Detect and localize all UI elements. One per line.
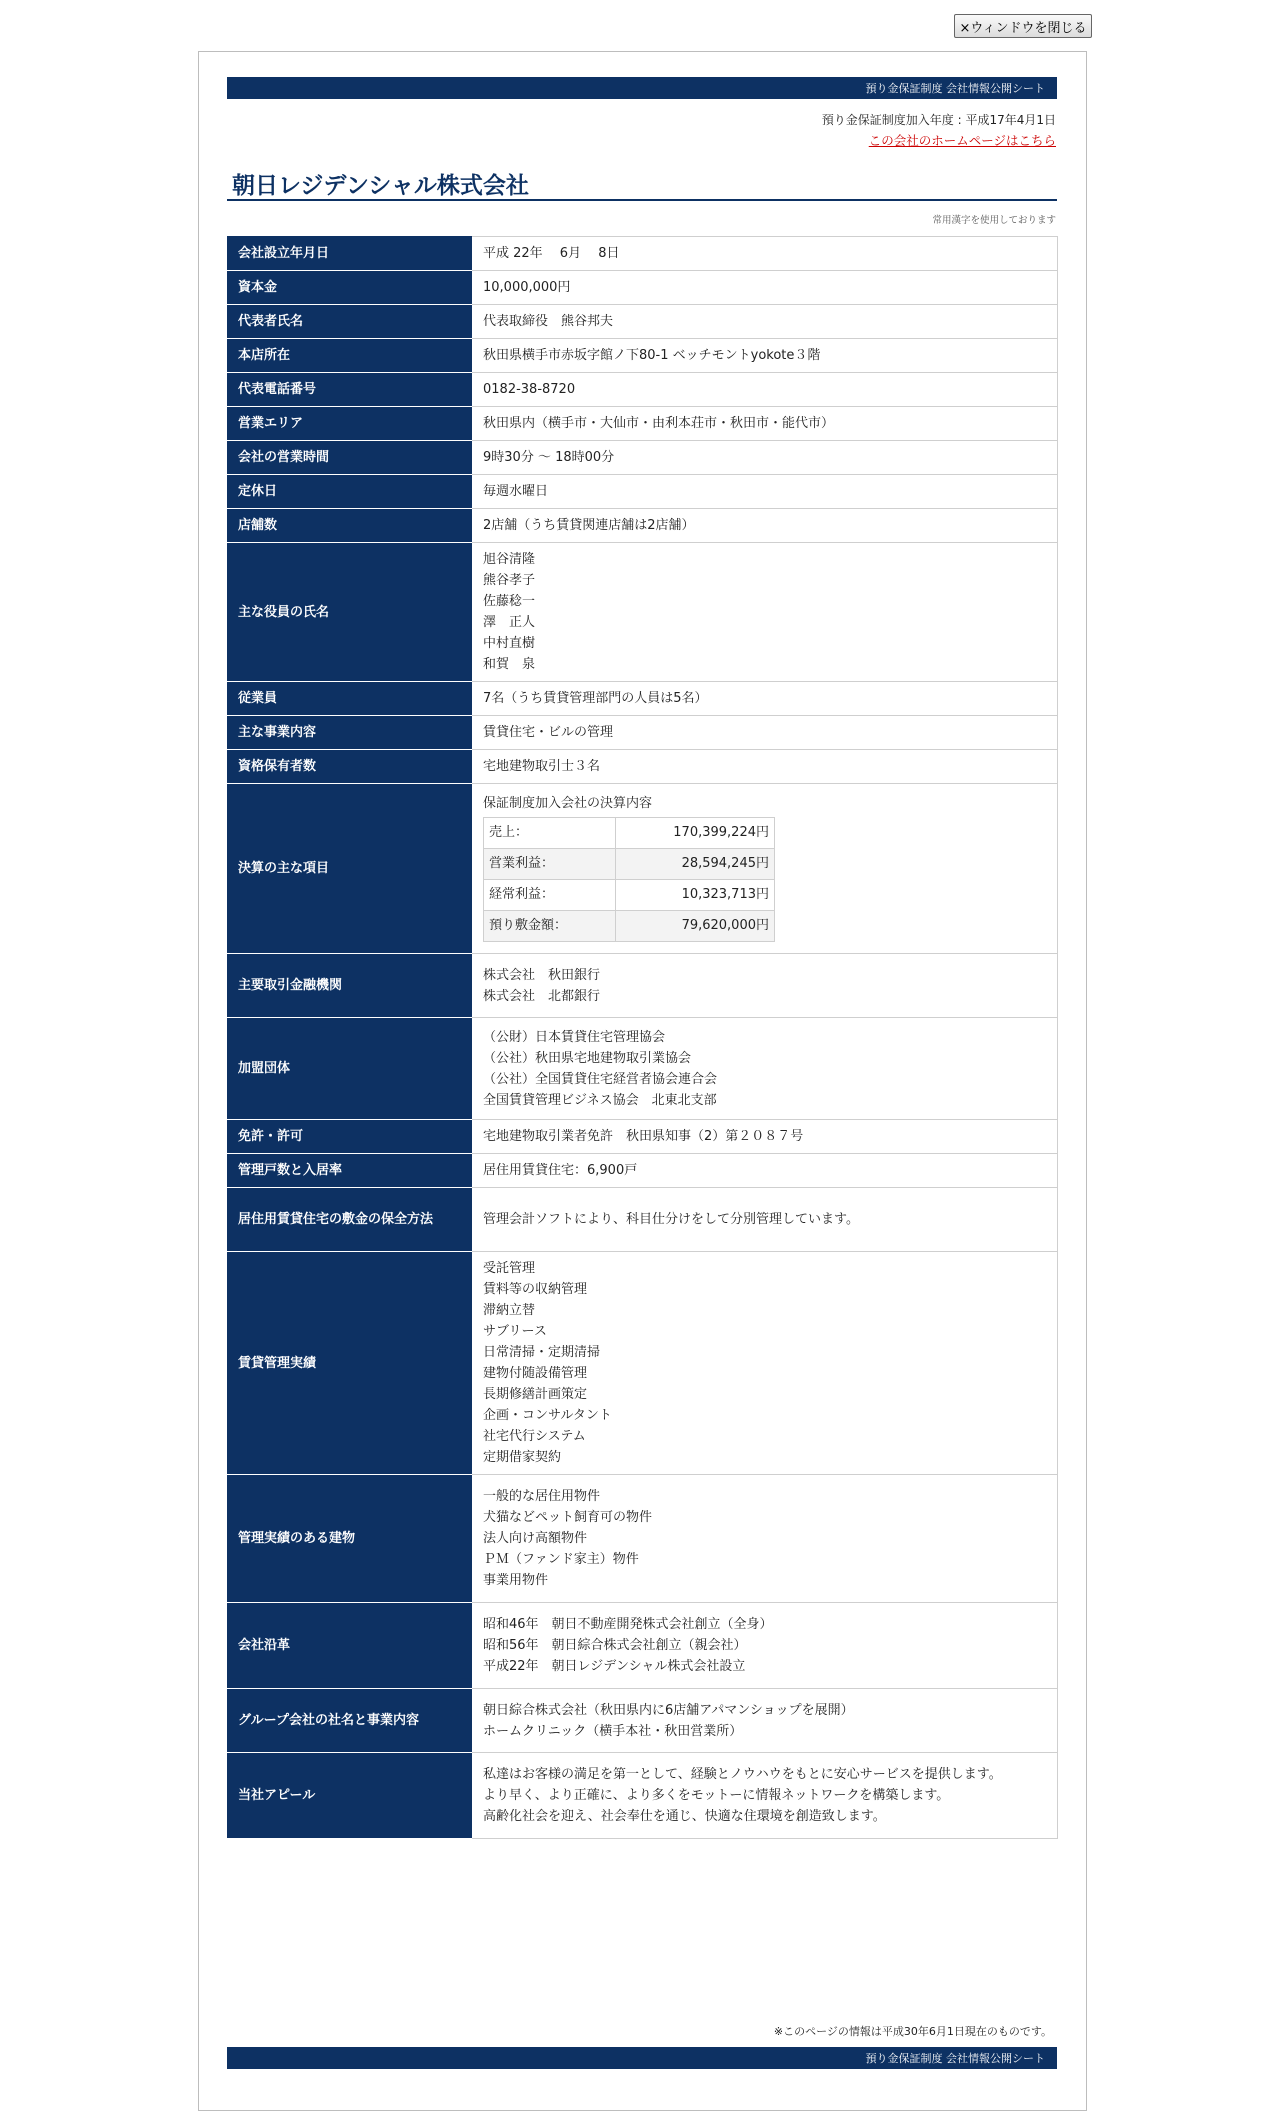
- info-row: [228, 509, 1058, 543]
- row-label: 資本金: [228, 271, 472, 305]
- financial-value: 10,323,713円: [616, 880, 775, 911]
- financial-table: [483, 817, 775, 942]
- info-row: [228, 1188, 1058, 1252]
- value-line: 宅地建物取引業者免許 秋田県知事（2）第２０８７号: [483, 1129, 804, 1144]
- title-rule: [227, 199, 1057, 201]
- info-row: [228, 750, 1058, 784]
- value-line: 株式会社 秋田銀行: [483, 967, 601, 983]
- row-label: 資格保有者数: [228, 750, 472, 784]
- value-line: 毎週水曜日: [483, 484, 549, 499]
- value-line: 7名（うち賃貸管理部門の人員は5名）: [483, 691, 708, 706]
- value-line: 企画・コンサルタント: [483, 1408, 612, 1423]
- row-value-lines: [483, 688, 1046, 709]
- financial-row: [484, 880, 775, 911]
- row-value-lines: [483, 1027, 1046, 1111]
- row-value: [472, 1603, 1058, 1689]
- row-label: 代表電話番号: [228, 373, 472, 407]
- header-bar: [227, 77, 1057, 99]
- financial-value: 79,620,000円: [616, 911, 775, 942]
- row-value: [472, 271, 1058, 305]
- row-value: [472, 339, 1058, 373]
- row-value-lines: [483, 1700, 1046, 1742]
- row-value: [472, 237, 1058, 271]
- value-line: 高齢化社会を迎え、社会奉仕を通じ、快適な住環境を創造致します。: [483, 1809, 886, 1824]
- info-row: [228, 237, 1058, 271]
- row-label: 主な事業内容: [228, 716, 472, 750]
- row-value: [472, 750, 1058, 784]
- row-value: [472, 1120, 1058, 1154]
- info-row: [228, 784, 1058, 954]
- homepage-link[interactable]: この会社のホームページはこちら: [868, 133, 1056, 148]
- kanji-note: 常用漢字を使用しております: [932, 215, 1056, 226]
- value-line: 朝日綜合株式会社（秋田県内に6店舗アパマンショップを展開）: [483, 1702, 854, 1718]
- row-value: [472, 1154, 1058, 1188]
- row-label: 管理実績のある建物: [228, 1475, 472, 1603]
- info-row: [228, 305, 1058, 339]
- row-label: 定休日: [228, 475, 472, 509]
- info-row: [228, 543, 1058, 682]
- row-value-lines: [483, 243, 1046, 264]
- value-line: 10,000,000円: [483, 280, 571, 295]
- info-row: [228, 1603, 1058, 1689]
- value-line: ホームクリニック（横手本社・秋田営業所）: [483, 1723, 743, 1739]
- info-row: [228, 339, 1058, 373]
- row-value: [472, 784, 1058, 954]
- row-label: 会社設立年月日: [228, 237, 472, 271]
- info-row: [228, 1154, 1058, 1188]
- row-value: [472, 954, 1058, 1018]
- close-window-button[interactable]: ×ウィンドウを閉じる: [954, 14, 1092, 38]
- company-info-sheet: [198, 51, 1087, 2111]
- footer-bar-text: 預り金保証制度 会社情報公開シート: [865, 2052, 1045, 2065]
- value-line: 日常清掃・定期清掃: [483, 1345, 601, 1360]
- info-row: [228, 1475, 1058, 1603]
- row-label: 会社沿革: [228, 1603, 472, 1689]
- row-label: 従業員: [228, 682, 472, 716]
- row-value-lines: [483, 277, 1046, 298]
- row-value-lines: [483, 1258, 1046, 1468]
- financial-value: 28,594,245円: [616, 849, 775, 880]
- value-line: 犬猫などペット飼育可の物件: [483, 1510, 653, 1525]
- row-value-lines: [483, 481, 1046, 502]
- join-year: 預り金保証制度加入年度 : 平成17年4月1日: [821, 113, 1056, 127]
- value-line: 滞納立替: [483, 1303, 536, 1318]
- row-label: 会社の営業時間: [228, 441, 472, 475]
- row-value: [472, 1252, 1058, 1475]
- value-line: 居住用賃貸住宅：6,900戸: [483, 1163, 638, 1178]
- row-value: [472, 373, 1058, 407]
- financial-row: [484, 911, 775, 942]
- info-row: [228, 475, 1058, 509]
- row-value-lines: [483, 311, 1046, 332]
- value-line: サブリース: [483, 1324, 547, 1339]
- row-value: [472, 475, 1058, 509]
- row-label: 当社アピール: [228, 1753, 472, 1839]
- info-row: [228, 407, 1058, 441]
- value-line: 法人向け高額物件: [483, 1531, 588, 1546]
- value-line: 平成 22年 6月 8日: [483, 246, 620, 261]
- value-line: （公社）秋田県宅地建物取引業協会: [483, 1050, 692, 1066]
- value-line: 定期借家契約: [483, 1450, 562, 1465]
- info-row: [228, 1120, 1058, 1154]
- company-name: 朝日レジデンシャル株式会社: [232, 173, 529, 199]
- row-value-lines: [483, 965, 1046, 1007]
- financial-caption: 保証制度加入会社の決算内容: [483, 796, 653, 811]
- row-label: 賃貸管理実績: [228, 1252, 472, 1475]
- row-label: 加盟団体: [228, 1018, 472, 1120]
- row-label: 決算の主な項目: [228, 784, 472, 954]
- row-value: [472, 1018, 1058, 1120]
- row-value-lines: [483, 345, 1046, 366]
- value-line: 昭和46年 朝日不動産開発株式会社創立（全身）: [483, 1617, 773, 1632]
- row-value: [472, 509, 1058, 543]
- value-line: 旭谷清隆: [483, 552, 536, 567]
- value-line: 社宅代行システム: [483, 1429, 586, 1444]
- info-row: [228, 1018, 1058, 1120]
- financial-row: [484, 849, 775, 880]
- value-line: （公財）日本賃貸住宅管理協会: [483, 1029, 666, 1045]
- value-line: 9時30分 ～ 18時00分: [483, 450, 615, 465]
- info-row: [228, 1252, 1058, 1475]
- info-row: [228, 1753, 1058, 1839]
- info-row: [228, 682, 1058, 716]
- row-value-lines: [483, 447, 1046, 468]
- row-label: 主要取引金融機関: [228, 954, 472, 1018]
- financial-label: 預り敷金額：: [484, 911, 616, 942]
- value-line: 代表取締役 熊谷邦夫: [483, 314, 614, 329]
- row-label: 本店所在: [228, 339, 472, 373]
- row-value-lines: [483, 549, 1046, 675]
- row-value: [472, 441, 1058, 475]
- row-value-lines: [483, 756, 1046, 777]
- value-line: 全国賃貸管理ビジネス協会 北東北支部: [483, 1092, 717, 1108]
- value-line: 管理会計ソフトにより、科目仕分けをして分別管理しています。: [483, 1212, 859, 1227]
- value-line: 事業用物件: [483, 1573, 549, 1588]
- value-line: 0182-38-8720: [483, 382, 576, 397]
- row-label: 代表者氏名: [228, 305, 472, 339]
- row-value: [472, 543, 1058, 682]
- value-line: 私達はお客様の満足を第一として、経験とノウハウをもとに安心サービスを提供します。: [483, 1767, 1002, 1782]
- value-line: 建物付随設備管理: [483, 1366, 588, 1381]
- row-value: [472, 682, 1058, 716]
- row-value: [472, 1753, 1058, 1839]
- info-row: [228, 954, 1058, 1018]
- value-line: 宅地建物取引士３名: [483, 759, 601, 774]
- value-line: （公社）全国賃貸住宅経営者協会連合会: [483, 1071, 718, 1087]
- value-line: より早く、より正確に、より多くをモットーに情報ネットワークを構築します。: [483, 1788, 950, 1803]
- page-date-note: ※このページの情報は平成30年6月1日現在のものです。: [773, 2025, 1052, 2038]
- row-label: 主な役員の氏名: [228, 543, 472, 682]
- row-label: 免許・許可: [228, 1120, 472, 1154]
- row-value: [472, 1188, 1058, 1252]
- row-value: [472, 407, 1058, 441]
- row-value-lines: [483, 722, 1046, 743]
- row-value: [472, 716, 1058, 750]
- value-line: 秋田県内（横手市・大仙市・由利本荘市・秋田市・能代市）: [483, 416, 835, 431]
- info-row: [228, 716, 1058, 750]
- value-line: 一般的な居住用物件: [483, 1489, 601, 1504]
- value-line: 中村直樹: [483, 636, 536, 651]
- value-line: 賃料等の収納管理: [483, 1282, 588, 1297]
- info-table: [227, 236, 1058, 1839]
- value-line: 澤 正人: [483, 615, 536, 630]
- value-line: 2店舗（うち賃貸関連店舗は2店舗）: [483, 518, 695, 533]
- value-line: 長期修繕計画策定: [483, 1387, 588, 1402]
- row-label: グループ会社の社名と事業内容: [228, 1689, 472, 1753]
- footer-bar: [227, 2047, 1057, 2069]
- value-line: 熊谷孝子: [483, 573, 536, 588]
- financial-value: 170,399,224円: [616, 818, 775, 849]
- row-label: 居住用賃貸住宅の敷金の保全方法: [228, 1188, 472, 1252]
- info-row: [228, 441, 1058, 475]
- value-line: 秋田県横手市赤坂字館ノ下80-1 ベッチモントyokote３階: [483, 348, 821, 363]
- row-value: [472, 1689, 1058, 1753]
- info-row: [228, 373, 1058, 407]
- row-value-lines: [483, 1614, 1046, 1677]
- row-value-lines: [483, 515, 1046, 536]
- financial-label: 売上：: [484, 818, 616, 849]
- info-row: [228, 1689, 1058, 1753]
- value-line: 佐藤稔一: [483, 594, 536, 609]
- header-bar-text: 預り金保証制度 会社情報公開シート: [865, 82, 1045, 95]
- row-value: [472, 305, 1058, 339]
- row-value-lines: [483, 413, 1046, 434]
- row-value-lines: [483, 1209, 1046, 1230]
- row-label: 営業エリア: [228, 407, 472, 441]
- row-label: 店舗数: [228, 509, 472, 543]
- row-value-lines: [483, 1126, 1046, 1147]
- value-line: 賃貸住宅・ビルの管理: [483, 725, 614, 740]
- financial-label: 経常利益：: [484, 880, 616, 911]
- row-value: [472, 1475, 1058, 1603]
- financial-label: 営業利益：: [484, 849, 616, 880]
- info-row: [228, 271, 1058, 305]
- row-label: 管理戸数と入居率: [228, 1154, 472, 1188]
- value-line: ＰＭ（ファンド家主）物件: [483, 1552, 639, 1567]
- row-value-lines: [483, 379, 1046, 400]
- value-line: 昭和56年 朝日綜合株式会社創立（親会社）: [483, 1638, 747, 1653]
- value-line: 受託管理: [483, 1261, 536, 1276]
- value-line: 平成22年 朝日レジデンシャル株式会社設立: [483, 1659, 746, 1674]
- value-line: 株式会社 北都銀行: [483, 988, 601, 1004]
- row-value-lines: [483, 1160, 1046, 1181]
- financial-row: [484, 818, 775, 849]
- row-value-lines: [483, 1764, 1046, 1827]
- row-value-lines: [483, 1486, 1046, 1591]
- value-line: 和賀 泉: [483, 657, 536, 672]
